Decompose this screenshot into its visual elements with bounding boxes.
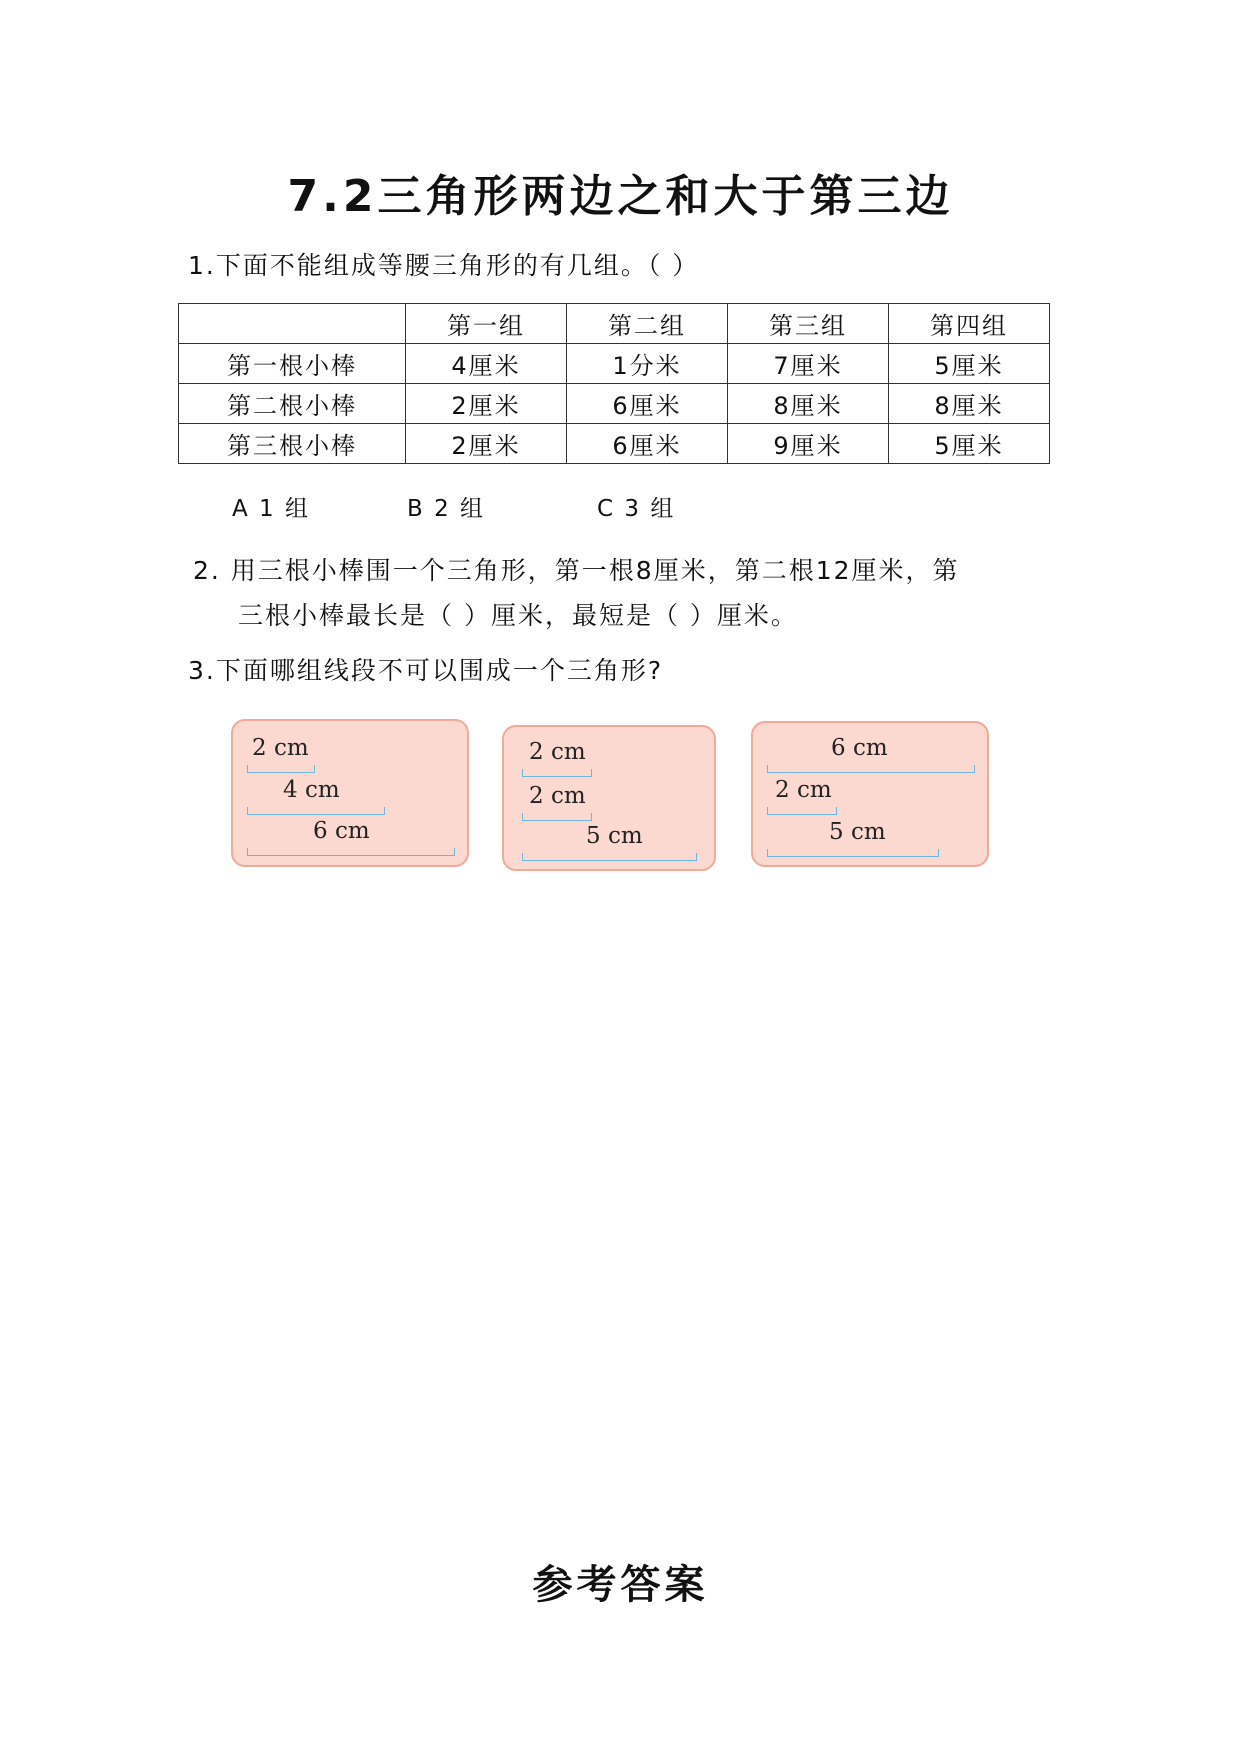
table-header-cell: 第三组	[728, 304, 889, 344]
segment-line	[247, 765, 315, 773]
table-header-cell: 第四组	[889, 304, 1050, 344]
segment-label: 6 cm	[313, 818, 370, 844]
segment-group-3	[751, 721, 989, 867]
segment-line	[247, 807, 385, 815]
table-cell: 第一根小棒	[179, 344, 406, 384]
sticks-table	[178, 303, 1050, 464]
table-cell: 第二根小棒	[179, 384, 406, 424]
question-1-text: 1.下面不能组成等腰三角形的有几组。（ ）	[188, 251, 700, 280]
segment-label: 2 cm	[252, 735, 309, 761]
segment-label: 5 cm	[829, 819, 886, 845]
table-cell: 8厘米	[889, 384, 1050, 424]
table-row	[179, 384, 1050, 424]
table-cell: 5厘米	[889, 344, 1050, 384]
table-header-cell: 第二组	[567, 304, 728, 344]
segment-line	[767, 807, 837, 815]
question-2-line-1: 2. 用三根小棒围一个三角形，第一根8厘米，第二根12厘米，第	[193, 556, 960, 585]
option-c: C 3 组	[597, 496, 676, 522]
table-cell: 第三根小棒	[179, 424, 406, 464]
table-cell: 2厘米	[406, 424, 567, 464]
segment-line	[767, 765, 975, 773]
table-cell: 6厘米	[567, 384, 728, 424]
segment-label: 5 cm	[586, 823, 643, 849]
segment-label: 4 cm	[283, 777, 340, 803]
segment-group-1	[231, 719, 469, 867]
segment-line	[247, 848, 455, 856]
table-cell: 4厘米	[406, 344, 567, 384]
option-b: B 2 组	[407, 496, 486, 522]
segment-line	[522, 853, 697, 861]
table-header-row	[179, 304, 1050, 344]
segment-line	[767, 849, 939, 857]
table-header-cell	[179, 304, 406, 344]
table-header-cell: 第一组	[406, 304, 567, 344]
segment-label: 2 cm	[529, 783, 586, 809]
table-cell: 1分米	[567, 344, 728, 384]
table-row	[179, 344, 1050, 384]
option-a: A 1 组	[232, 496, 310, 522]
question-2-line-2: 三根小棒最长是（ ）厘米，最短是（ ）厘米。	[238, 601, 798, 630]
answer-heading: 参考答案	[532, 1562, 709, 1608]
table-cell: 8厘米	[728, 384, 889, 424]
segment-label: 2 cm	[529, 739, 586, 765]
table-cell: 5厘米	[889, 424, 1050, 464]
table-cell: 2厘米	[406, 384, 567, 424]
segment-label: 6 cm	[831, 735, 888, 761]
segment-group-2	[502, 725, 716, 871]
table-row	[179, 424, 1050, 464]
table-cell: 7厘米	[728, 344, 889, 384]
page-title: 7.2三角形两边之和大于第三边	[287, 171, 954, 222]
segment-label: 2 cm	[775, 777, 832, 803]
table-cell: 6厘米	[567, 424, 728, 464]
table-cell: 9厘米	[728, 424, 889, 464]
segment-line	[522, 769, 592, 777]
question-3-text: 3.下面哪组线段不可以围成一个三角形?	[188, 656, 664, 685]
segment-line	[522, 813, 592, 821]
